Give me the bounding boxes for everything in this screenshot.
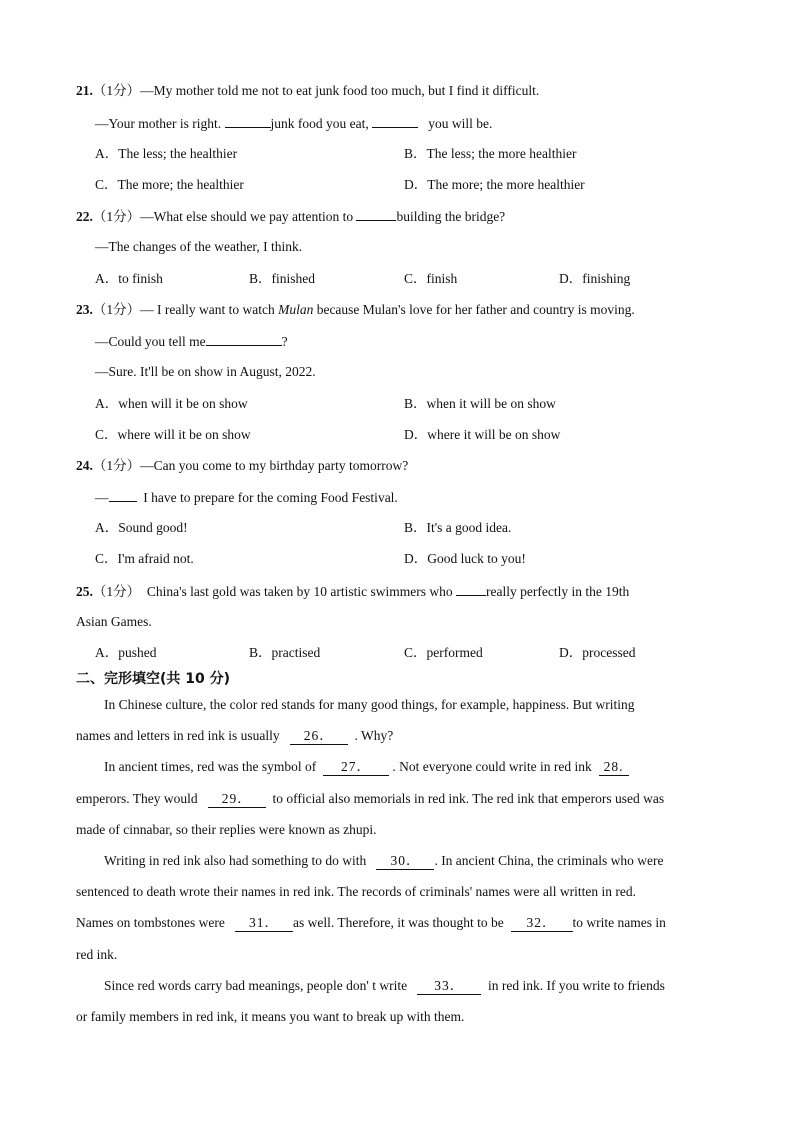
question-24-reply — [95, 489, 398, 506]
passage-line — [76, 791, 664, 808]
answer-blank — [456, 583, 486, 596]
reply-text: junk food you eat, — [270, 116, 369, 131]
question-points: （1分） — [92, 302, 141, 317]
passage-line — [104, 759, 629, 776]
option-a[interactable]: A．pushed — [95, 645, 157, 660]
passage-text: . Why? — [354, 728, 394, 743]
question-number: 24. — [76, 458, 93, 473]
question-22-prompt — [76, 208, 505, 225]
passage-line: made of cinnabar, so their replies were known as zhupi. — [76, 822, 377, 837]
blank-31[interactable]: 31． — [235, 915, 293, 932]
answer-blank — [225, 115, 271, 128]
blank-28[interactable]: 28. — [599, 759, 629, 776]
option-c[interactable]: C．The more; the healthier — [95, 177, 244, 192]
option-d[interactable]: D．finishing — [559, 271, 631, 286]
passage-text: emperors. They would — [76, 791, 198, 806]
passage-line — [104, 978, 665, 995]
question-25-prompt-cont: Asian Games. — [76, 614, 152, 629]
question-text: China's last gold was taken by 10 artistic swimmers who — [146, 584, 453, 599]
reply-text: — — [95, 490, 109, 505]
blank-30[interactable]: 30． — [376, 853, 434, 870]
option-b[interactable]: B．when it will be on show — [404, 396, 556, 411]
option-a[interactable]: A．The less; the healthier — [95, 146, 238, 161]
question-23-prompt — [76, 302, 635, 318]
passage-line: or family members in red ink, it means you want to break up with them. — [76, 1009, 465, 1024]
question-text: —My mother told me not to eat junk food too much, but I find it difficult. — [140, 83, 540, 98]
blank-27[interactable]: 27． — [323, 759, 389, 776]
passage-text: Since red words carry bad meanings, people don' t write — [104, 978, 408, 993]
option-b[interactable]: B．The less; the more healthier — [404, 146, 577, 161]
question-text: because Mulan's love for her father and country is moving. — [316, 302, 635, 317]
question-21-prompt — [76, 83, 539, 99]
question-number: 22. — [76, 209, 93, 224]
passage-line — [104, 853, 664, 870]
answer-blank — [356, 208, 396, 221]
question-text: — I really want to watch — [140, 302, 275, 317]
option-c[interactable]: C．performed — [404, 645, 483, 660]
passage-text: to official also memorials in red ink. The red ink that emperors used was — [272, 791, 665, 806]
reply-text: ? — [281, 334, 288, 349]
question-22-reply: —The changes of the weather, I think. — [95, 239, 303, 254]
option-b[interactable]: B．It's a good idea. — [404, 520, 512, 535]
option-d[interactable]: D．The more; the more healthier — [404, 177, 585, 192]
question-23-reply — [95, 333, 288, 350]
option-a[interactable]: A．when will it be on show — [95, 396, 248, 411]
blank-29[interactable]: 29． — [208, 791, 266, 808]
passage-line — [76, 915, 666, 932]
passage-line — [76, 728, 393, 745]
question-points: （1分） — [92, 83, 141, 98]
passage-text: Writing in red ink also had something to do with — [104, 853, 367, 868]
answer-blank — [372, 115, 418, 128]
blank-32[interactable]: 32． — [511, 915, 573, 932]
reply-text: you will be. — [428, 116, 493, 131]
question-points: （1分） — [92, 209, 141, 224]
passage-text: as well. Therefore, it was thought to be — [292, 915, 504, 930]
option-d[interactable]: D．where it will be on show — [404, 427, 561, 442]
question-21-reply — [95, 115, 492, 132]
option-b[interactable]: B．practised — [249, 645, 321, 660]
passage-text: In ancient times, red was the symbol of — [104, 759, 317, 774]
passage-text: . Not everyone could write in red ink — [392, 759, 592, 774]
movie-title: Mulan — [278, 302, 314, 317]
option-c[interactable]: C．where will it be on show — [95, 427, 251, 442]
answer-blank — [109, 489, 137, 502]
option-c[interactable]: C．finish — [404, 271, 458, 286]
blank-26[interactable]: 26． — [290, 728, 348, 745]
question-text: —Can you come to my birthday party tomorrow? — [140, 458, 409, 473]
section-title: 二、完形填空(共 10 分) — [76, 671, 231, 687]
blank-33[interactable]: 33． — [417, 978, 481, 995]
answer-blank — [206, 333, 282, 346]
question-text: building the bridge? — [396, 209, 506, 224]
option-b[interactable]: B．finished — [249, 271, 315, 286]
question-text: really perfectly in the 19th — [486, 584, 630, 599]
reply-text: I have to prepare for the coming Food Festival. — [143, 490, 398, 505]
passage-text: in red ink. If you write to friends — [487, 978, 665, 993]
passage-text: Names on tombstones were — [76, 915, 225, 930]
reply-text: —Your mother is right. — [95, 116, 222, 131]
question-number: 21. — [76, 83, 93, 98]
question-25-prompt — [76, 583, 629, 600]
passage-line: red ink. — [76, 947, 118, 962]
option-a[interactable]: A．to finish — [95, 271, 163, 286]
passage-line: sentenced to death wrote their names in red ink. The records of criminals' names were all written in red. — [76, 884, 636, 899]
question-number: 25. — [76, 584, 93, 599]
passage-text: to write names in — [572, 915, 666, 930]
question-23-reply-2: —Sure. It'll be on show in August, 2022. — [95, 364, 316, 379]
passage-line: In Chinese culture, the color red stands for many good things, for example, happiness. But writing — [104, 697, 635, 712]
option-d[interactable]: D．processed — [559, 645, 636, 660]
question-text: —What else should we pay attention to — [140, 209, 354, 224]
question-24-prompt — [76, 458, 408, 474]
option-d[interactable]: D．Good luck to you! — [404, 551, 526, 566]
option-a[interactable]: A．Sound good! — [95, 520, 188, 535]
question-points: （1分） — [92, 584, 141, 599]
question-points: （1分） — [92, 458, 141, 473]
reply-text: —Could you tell me — [95, 334, 206, 349]
passage-text: names and letters in red ink is usually — [76, 728, 280, 743]
option-c[interactable]: C．I'm afraid not. — [95, 551, 194, 566]
question-number: 23. — [76, 302, 93, 317]
passage-text: . In ancient China, the criminals who were — [434, 853, 664, 868]
